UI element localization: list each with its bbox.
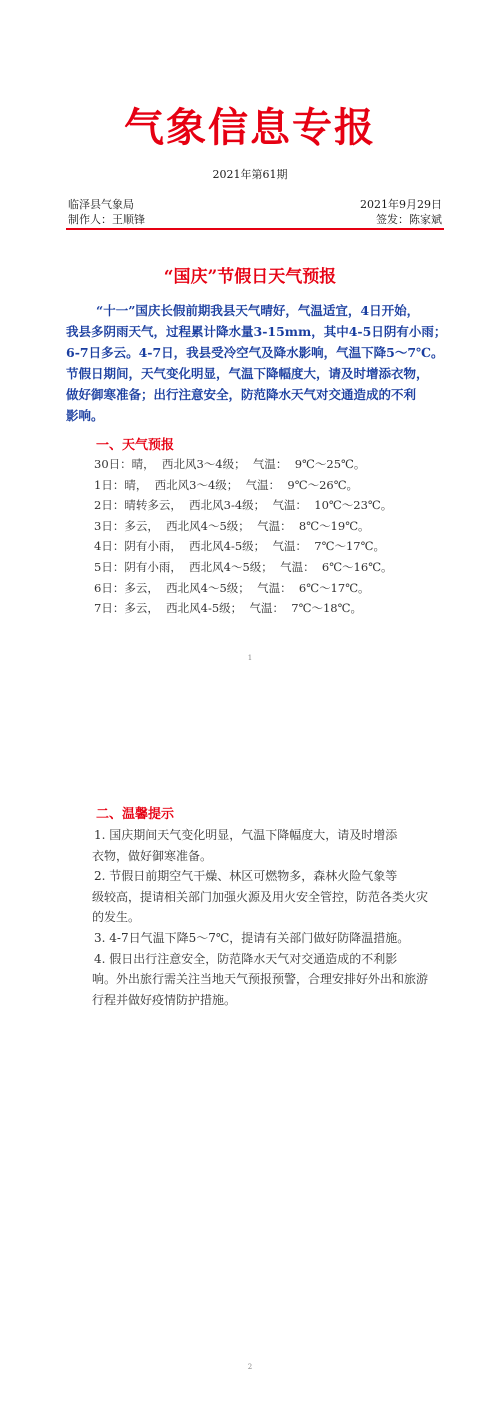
forecast-row: 30日：晴， 西北风3～4级； 气温： 9℃～25℃。 — [94, 457, 366, 471]
tip-line: 行程并做好疫情防护措施。 — [92, 992, 237, 1007]
section-heading-forecast: 一、天气预报 — [96, 438, 175, 453]
author: 制作人：王顺锋 — [68, 213, 145, 226]
intro-paragraph — [66, 300, 454, 426]
forecast-row: 1日：晴， 西北风3～4级； 气温： 9℃～26℃。 — [94, 477, 359, 492]
tip-line: 级较高，提请相关部门加强火源及用火安全管控，防范各类火灾 — [92, 889, 429, 904]
tips-paragraphs — [94, 825, 434, 1010]
page-number: 2 — [247, 1363, 253, 1371]
forecast-list — [94, 454, 393, 619]
forecast-row: 2日：晴转多云， 西北风3-4级； 气温： 10℃～23℃。 — [94, 498, 393, 513]
red-divider — [66, 228, 444, 230]
meta-row-author — [68, 211, 442, 227]
signer: 签发：陈家斌 — [376, 213, 442, 226]
tip-line: 2. 节假日前期空气干燥、林区可燃物多，森林火险气象等 — [94, 869, 398, 884]
forecast-row: 5日：阴有小雨， 西北风4～5级； 气温： 6℃～16℃。 — [94, 559, 393, 574]
intro-line: 做好御寒准备；出行注意安全，防范降水天气对交通造成的不利 — [66, 387, 417, 402]
forecast-row: 3日：多云， 西北风4～5级； 气温： 8℃～19℃。 — [94, 518, 370, 533]
tip-line: 的发生。 — [92, 910, 141, 925]
intro-line: 6-7日多云。4-7日，我县受冷空气及降水影响，气温下降5～7℃。 — [66, 345, 444, 360]
page-2 — [0, 707, 500, 1414]
forecast-row: 4日：阴有小雨， 西北风4-5级； 气温： 7℃～17℃。 — [94, 539, 385, 554]
intro-line: “十一”国庆长假前期我县天气晴好，气温适宜，4日开始， — [96, 303, 420, 318]
section-heading-tips: 二、温馨提示 — [96, 807, 175, 822]
forecast-row: 6日：多云， 西北风4～5级； 气温： 6℃～17℃。 — [94, 580, 370, 595]
intro-line: 我县多阴雨天气，过程累计降水量3-15mm，其中4-5日阴有小雨； — [66, 324, 447, 339]
publish-date: 2021年9月29日 — [360, 198, 442, 211]
tip-line: 响。外出旅行需关注当地天气预报预警，合理安排好外出和旅游 — [92, 972, 429, 987]
meta-row-publisher — [68, 196, 442, 212]
page-number: 1 — [247, 654, 253, 662]
tip-line: 1. 国庆期间天气变化明显，气温下降幅度大，请及时增添 — [94, 828, 398, 842]
tip-line: 衣物，做好御寒准备。 — [92, 848, 213, 863]
publisher: 临泽县气象局 — [68, 198, 134, 211]
tip-line: 3. 4-7日气温下降5～7℃，提请有关部门做好防降温措施。 — [94, 930, 410, 945]
intro-line: 节假日期间，天气变化明显，气温下降幅度大，请及时增添衣物， — [66, 366, 429, 381]
issue-number: 2021年第61期 — [212, 168, 288, 181]
document-title: “国庆”节假日天气预报 — [163, 267, 337, 287]
masthead-title: 气象信息专报 — [124, 104, 376, 151]
tip-line: 4. 假日出行注意安全，防范降水天气对交通造成的不利影 — [94, 951, 398, 966]
forecast-row: 7日：多云， 西北风4-5级； 气温： 7℃～18℃。 — [94, 601, 362, 616]
intro-line: 影响。 — [66, 408, 104, 423]
